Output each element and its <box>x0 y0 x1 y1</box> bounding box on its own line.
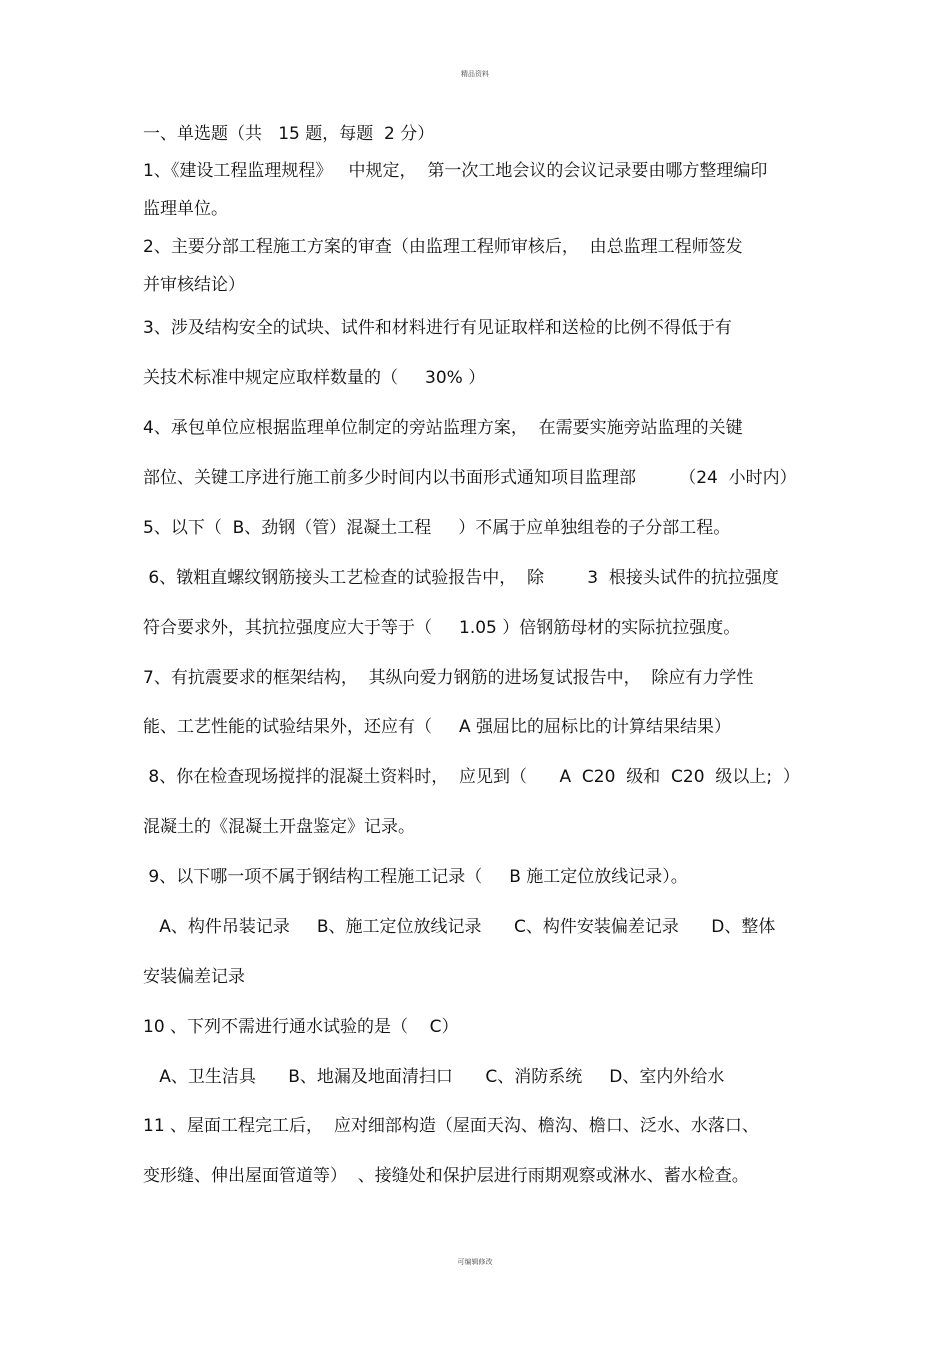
question-line: 2、主要分部工程施工方案的审查（由监理工程师审核后， 由总监理工程师签发 <box>143 237 743 257</box>
question-line: 9、以下哪一项不属于钢结构工程施工记录（ B 施工定位放线记录）。 <box>143 867 688 887</box>
question-line: 3、涉及结构安全的试块、试件和材料进行有见证取样和送检的比例不得低于有 <box>143 318 732 338</box>
question-line: 10 、下列不需进行通水试验的是（ C） <box>143 1017 459 1037</box>
question-line: 能、工艺性能的试验结果外，还应有（ A 强屈比的屈标比的计算结果结果） <box>143 717 732 737</box>
question-line: 符合要求外，其抗拉强度应大于等于（ 1.05 ）倍钢筋母材的实际抗拉强度。 <box>143 618 741 638</box>
question-line: 4、承包单位应根据监理单位制定的旁站监理方案， 在需要实施旁站监理的关键 <box>143 418 743 438</box>
option-line: A、卫生洁具 B、地漏及地面清扫口 C、消防系统 D、室内外给水 <box>143 1067 725 1087</box>
question-line: 11 、屋面工程完工后， 应对细部构造（屋面天沟、檐沟、檐口、泛水、水落口、 <box>143 1116 759 1136</box>
option-line: A、构件吊装记录 B、施工定位放线记录 C、构件安装偏差记录 D、整体 <box>143 917 776 937</box>
option-line: 安装偏差记录 <box>143 967 245 987</box>
question-line: 6、镦粗直螺纹钢筋接头工艺检查的试验报告中， 除 3 根接头试件的抗拉强度 <box>143 568 779 588</box>
question-line: 监理单位。 <box>143 199 228 219</box>
header-note: 精品资料 <box>461 70 489 78</box>
question-line: 关技术标准中规定应取样数量的（ 30% ） <box>143 368 486 388</box>
question-line: 7、有抗震要求的框架结构， 其纵向爱力钢筋的进场复试报告中， 除应有力学性 <box>143 668 754 688</box>
question-line: 5、以下（ B、劲钢（管）混凝土工程 ）不属于应单独组卷的子分部工程。 <box>143 518 731 538</box>
question-line: 变形缝、伸出屋面管道等） 、接缝处和保护层进行雨期观察或淋水、蓄水检查。 <box>143 1166 749 1186</box>
question-line: 混凝土的《混凝土开盘鉴定》记录。 <box>143 817 415 837</box>
section-title: 一、单选题（共 15 题，每题 2 分） <box>143 124 435 144</box>
footer-note: 可编辑修改 <box>457 1258 493 1266</box>
question-line: 8、你在检查现场搅拌的混凝土资料时， 应见到（ A C20 级和 C20 级以上; ） <box>143 767 800 787</box>
question-line: 部位、关键工序进行施工前多少时间内以书面形式通知项目监理部 （24 小时内） <box>143 468 797 488</box>
question-line: 并审核结论） <box>143 275 245 295</box>
question-line: 1、《建设工程监理规程》 中规定， 第一次工地会议的会议记录要由哪方整理编印 <box>143 161 768 181</box>
